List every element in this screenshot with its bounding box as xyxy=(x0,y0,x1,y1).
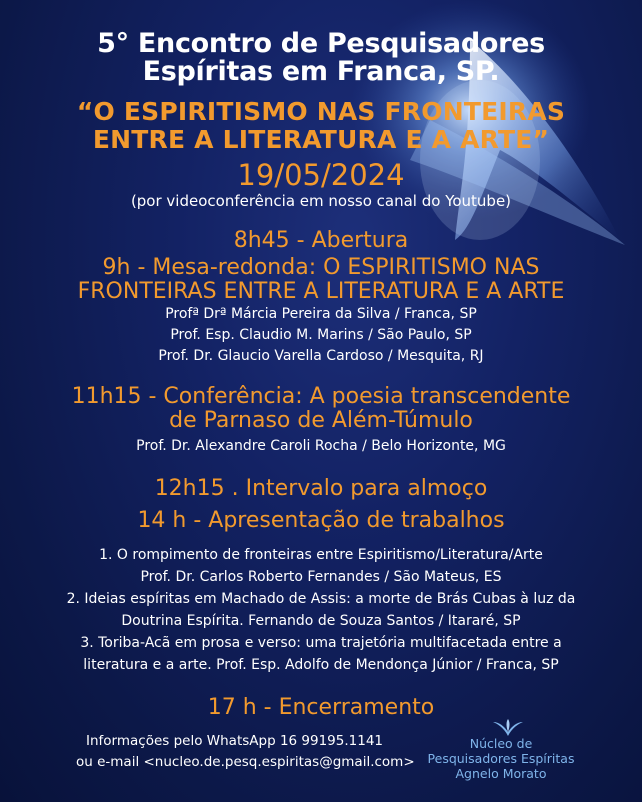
paper-line-5: 3. Toriba-Acã em prosa e verso: uma trajetória multifacetada entre a xyxy=(80,635,562,651)
panelist-2: Prof. Esp. Claudio M. Marins / São Paulo, SP xyxy=(170,327,472,343)
event-title-line1: 5° Encontro de Pesquisadores xyxy=(97,28,545,59)
broadcast-note: (por videoconferência em nosso canal do Youtube) xyxy=(130,192,512,210)
lunch-break: 12h15 . Intervalo para almoço xyxy=(154,476,488,501)
conference-line1: 11h15 - Conferência: A poesia transcendente xyxy=(71,384,571,409)
paper-line-6: literatura e a arte. Prof. Esp. Adolfo de Mendonça Júnior / Franca, SP xyxy=(83,657,559,673)
roundtable-line1: 9h - Mesa-redonda: O ESPIRITISMO NAS xyxy=(102,255,540,280)
whatsapp-info: Informações pelo WhatsApp 16 99195.1141 xyxy=(86,733,384,749)
conference-line2: de Parnaso de Além-Túmulo xyxy=(169,408,473,433)
closing-time: 17 h - Encerramento xyxy=(207,695,435,720)
panelist-1: Profª Drª Márcia Pereira da Silva / Franca, SP xyxy=(165,306,477,322)
org-line-2: Pesquisadores Espíritas xyxy=(427,751,575,766)
paper-line-1: 1. O rompimento de fronteiras entre Espiritismo/Literatura/Arte xyxy=(99,547,543,563)
org-line-1: Núcleo de xyxy=(469,736,533,751)
panelist-3: Prof. Dr. Glaucio Varella Cardoso / Mesquita, RJ xyxy=(158,348,484,364)
paper-line-4: Doutrina Espírita. Fernando de Souza Santos / Itararé, SP xyxy=(121,613,521,629)
paper-line-3: 2. Ideias espíritas em Machado de Assis: a morte de Brás Cubas à luz da xyxy=(66,591,576,607)
theme-line1: “O ESPIRITISMO NAS FRONTEIRAS xyxy=(76,97,566,126)
opening-time: 8h45 - Abertura xyxy=(233,228,409,253)
theme-line2: ENTRE A LITERATURA E A ARTE” xyxy=(92,125,550,154)
event-title-line2: Espíritas em Franca, SP. xyxy=(142,56,500,87)
email-info: ou e-mail <nucleo.de.pesq.espiritas@gmail.com> xyxy=(76,754,415,770)
organization-logo-text xyxy=(426,728,576,781)
org-line-3: Agnelo Morato xyxy=(455,766,547,781)
conference-speaker: Prof. Dr. Alexandre Caroli Rocha / Belo Horizonte, MG xyxy=(136,438,506,454)
papers-title: 14 h - Apresentação de trabalhos xyxy=(137,508,505,533)
paper-line-2: Prof. Dr. Carlos Roberto Fernandes / São Mateus, ES xyxy=(140,569,502,585)
roundtable-line2: FRONTEIRAS ENTRE A LITERATURA E A ARTE xyxy=(77,279,565,304)
event-date: 19/05/2024 xyxy=(237,158,405,192)
